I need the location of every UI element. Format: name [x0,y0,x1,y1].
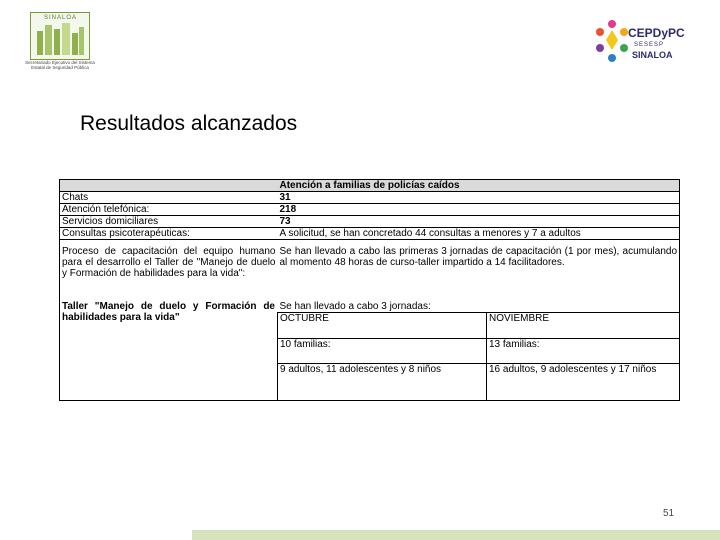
families-november: 13 familias: [487,338,680,363]
logo-caption: Secretariado Ejecutivo del Sistema Estatal de Seguridad Pública [25,60,95,70]
logo-emblem [30,12,90,60]
workshop-intro: Se han llevado a cabo 3 jornadas: [278,301,680,313]
row-value: 218 [278,204,680,216]
people-circle-icon [592,16,632,68]
sinaloa-logo [20,12,100,72]
footer-bar [192,530,720,540]
month-october: OCTUBRE [278,312,487,338]
table-row [60,216,680,228]
month-november: NOVIEMBRE [487,312,680,338]
cepdypc-logo [592,16,685,68]
logo-name: SINALOA [44,15,78,21]
workshop-label: Taller "Manejo de duelo y Formación de habilidades para la vida" [60,301,278,401]
row-label: Chats [60,192,278,204]
row-value: A solicitud, se han concretado 44 consultas a menores y 7 a adultos [278,228,680,240]
row-value: 31 [278,192,680,204]
results-table [59,179,680,401]
table-row [60,228,680,240]
process-text: Se han llevado a cabo las primeras 3 jornadas de capacitación (1 por mes), acumulando al momento 48 horas de curso-taller impartido a 14 facilitadores. [278,246,680,301]
families-october: 10 familias: [278,338,487,363]
process-label: Proceso de capacitación del equipo humano para el desarrollo el Taller de "Manejo de duelo y Formación de habilidades para la vida": [60,246,278,301]
row-value: 73 [278,216,680,228]
row-label: Consultas psicoterapéuticas: [60,228,278,240]
table-row [60,204,680,216]
participants-november: 16 adultos, 9 adolescentes y 17 niños [487,363,680,400]
page-number: 51 [663,508,675,519]
logo-state: SINALOA [632,50,673,60]
logo-title: CEPDyPC [628,26,685,40]
participants-october: 9 adultos, 11 adolescentes y 8 niños [278,363,487,400]
workshop-row [60,301,680,313]
row-label: Servicios domiciliares [60,216,278,228]
table-header-row [60,180,680,192]
page-title: Resultados alcanzados [80,112,298,135]
row-label: Atención telefónica: [60,204,278,216]
table-row [60,192,680,204]
logo-subtitle: SESESP [634,42,665,48]
process-row [60,246,680,301]
table-header: Atención a familias de policías caídos [278,180,680,192]
